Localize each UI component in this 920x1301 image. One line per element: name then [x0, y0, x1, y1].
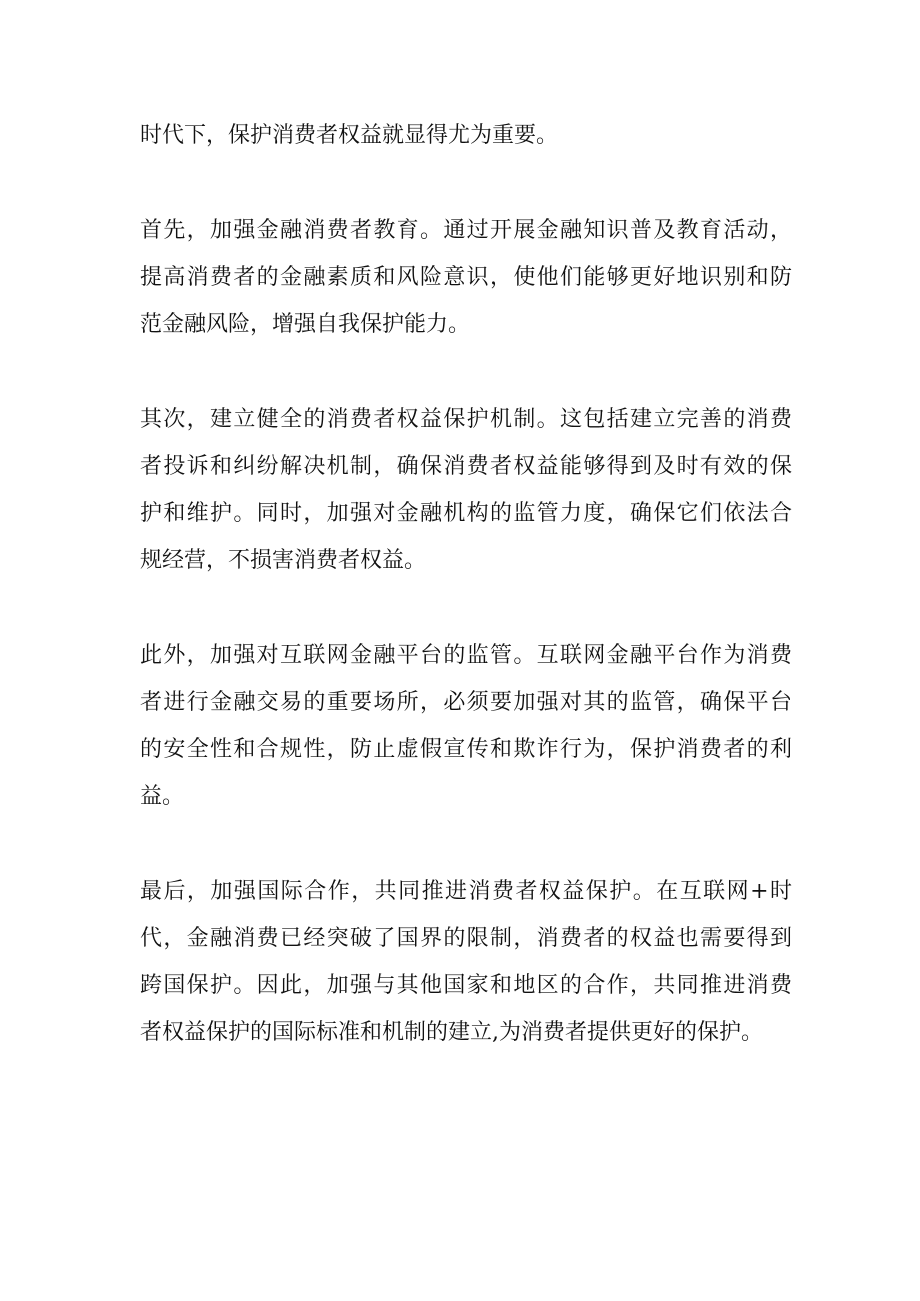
- paragraph-international-cooperation: [140, 868, 792, 1056]
- text-line: 范金融风险，增强自我保护能力。: [140, 312, 471, 337]
- text-line: 跨国保护。因此，加强与其他国家和地区的合作，共同推进消费: [140, 973, 792, 998]
- text-line: 首先，加强金融消费者教育。通过开展金融知识普及教育活动，: [140, 218, 792, 243]
- paragraph-internet-platform-supervision: [140, 632, 792, 820]
- text-line: 其次，建立健全的消费者权益保护机制。这包括建立完善的消费: [140, 407, 792, 432]
- text-line: 最后，加强国际合作，共同推进消费者权益保护。在互联网+时: [140, 879, 792, 904]
- text-line: 益。: [140, 784, 185, 809]
- text-line: 者投诉和纠纷解决机制，确保消费者权益能够得到及时有效的保: [140, 454, 792, 479]
- paragraph-protection-mechanism: [140, 396, 792, 584]
- paragraph-intro-tail: [140, 112, 792, 159]
- paragraph-consumer-education: [140, 207, 792, 348]
- text-line: 此外，加强对互联网金融平台的监管。互联网金融平台作为消费: [140, 643, 792, 668]
- text-line: 时代下，保护消费者权益就显得尤为重要。: [140, 123, 559, 148]
- document-body: [140, 112, 792, 1104]
- text-line: 护和维护。同时，加强对金融机构的监管力度，确保它们依法合: [140, 501, 792, 526]
- text-line: 的安全性和合规性，防止虚假宣传和欺诈行为，保护消费者的利: [140, 737, 792, 762]
- text-line: 者权益保护的国际标准和机制的建立,为消费者提供更好的保护。: [140, 1020, 763, 1045]
- text-line: 代，金融消费已经突破了国界的限制，消费者的权益也需要得到: [140, 926, 792, 951]
- text-line: 规经营，不损害消费者权益。: [140, 548, 427, 573]
- text-line: 者进行金融交易的重要场所，必须要加强对其的监管，确保平台: [140, 690, 792, 715]
- text-line: 提高消费者的金融素质和风险意识，使他们能够更好地识别和防: [140, 265, 792, 290]
